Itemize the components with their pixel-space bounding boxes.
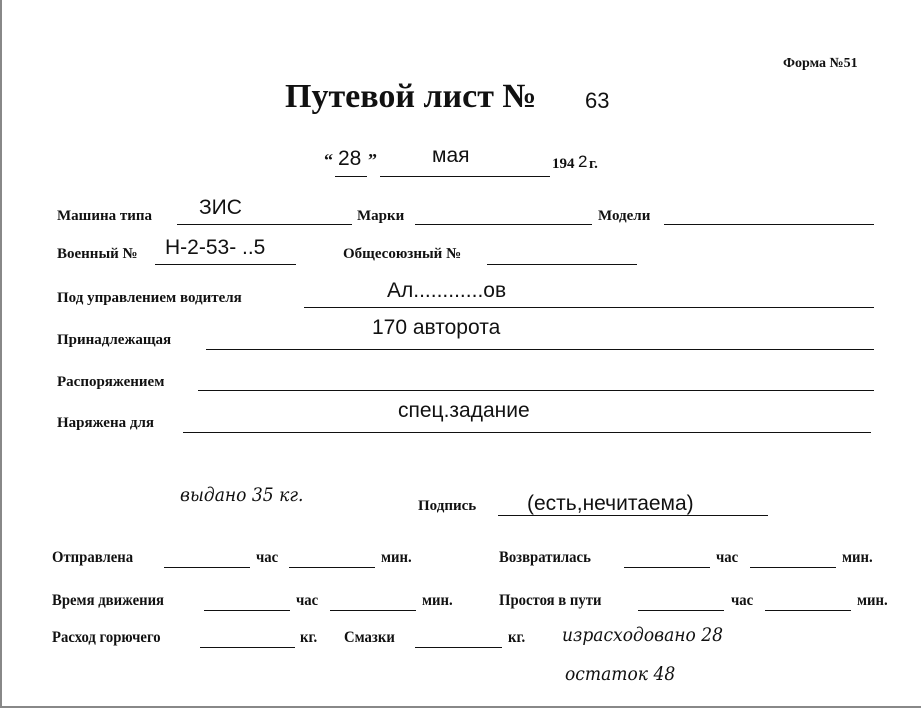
page-title: Путевой лист № [285,78,537,115]
year: 194 [552,156,575,172]
blank-line [750,567,836,568]
hour-label: час [731,592,754,609]
remaining-note: остаток 48 [565,663,676,685]
hour-label: час [256,549,279,566]
min-label: мин. [422,592,453,609]
blank-line [415,647,502,648]
idle-label: Простоя в пути [499,592,602,609]
min-label: мин. [381,549,412,566]
hour-label: час [716,549,739,566]
kg-label: кг. [508,629,526,646]
blank-line [664,224,874,225]
blank-line [206,349,874,350]
order-label: Распоряжением [57,374,165,390]
blank-line [183,432,871,433]
quote: “ [324,150,333,170]
blank-line [638,610,724,611]
year-suffix: г. [589,156,598,172]
assigned-label: Наряжена для [57,415,154,431]
blank-line [155,264,296,265]
waybill-number: 63 [585,88,610,113]
signature-label: Подпись [418,498,477,514]
year-digit: 2 [578,152,588,171]
blank-line [198,390,874,391]
machine-type-value: ЗИС [199,196,242,219]
fuel-label: Расход горючего [52,629,161,646]
lube-label: Смазки [344,629,395,646]
issued-note: выдано 35 кг. [180,484,304,506]
kg-label: кг. [300,629,318,646]
assigned-value: спец.задание [398,399,530,422]
blank-line [765,610,851,611]
driver-label: Под управлением водителя [57,290,242,306]
make-label: Марки [357,208,405,224]
blank-line [304,307,874,308]
belongs-value: 170 авторота [372,316,501,339]
min-label: мин. [842,549,873,566]
departed-label: Отправлена [52,549,134,566]
travel-label: Время движения [52,592,165,609]
machine-type-label: Машина типа [57,208,153,224]
hour-label: час [296,592,319,609]
blank-line [487,264,637,265]
union-no-label: Общесоюзный № [343,246,462,262]
returned-label: Возвратилась [499,549,591,566]
date-month: мая [432,144,470,167]
blank-line [624,567,710,568]
quote: ” [368,150,377,170]
belongs-label: Принадлежащая [57,332,172,348]
blank-line [289,567,375,568]
blank-line [415,224,592,225]
blank-line [380,176,550,177]
form-number: Форма №51 [783,56,858,71]
driver-value: Ал............ов [387,279,507,302]
blank-line [330,610,416,611]
blank-line [177,224,352,225]
signature-value: (есть,нечитаема) [527,492,694,515]
blank-line [200,647,295,648]
military-no-value: Н-2-53- ..5 [165,236,266,259]
min-label: мин. [857,592,888,609]
blank-line [204,610,290,611]
military-no-label: Военный № [57,246,138,262]
spent-note: израсходовано 28 [562,624,724,646]
blank-line [335,176,367,177]
blank-line [164,567,250,568]
date-day: 28 [338,147,362,170]
model-label: Модели [598,208,651,224]
